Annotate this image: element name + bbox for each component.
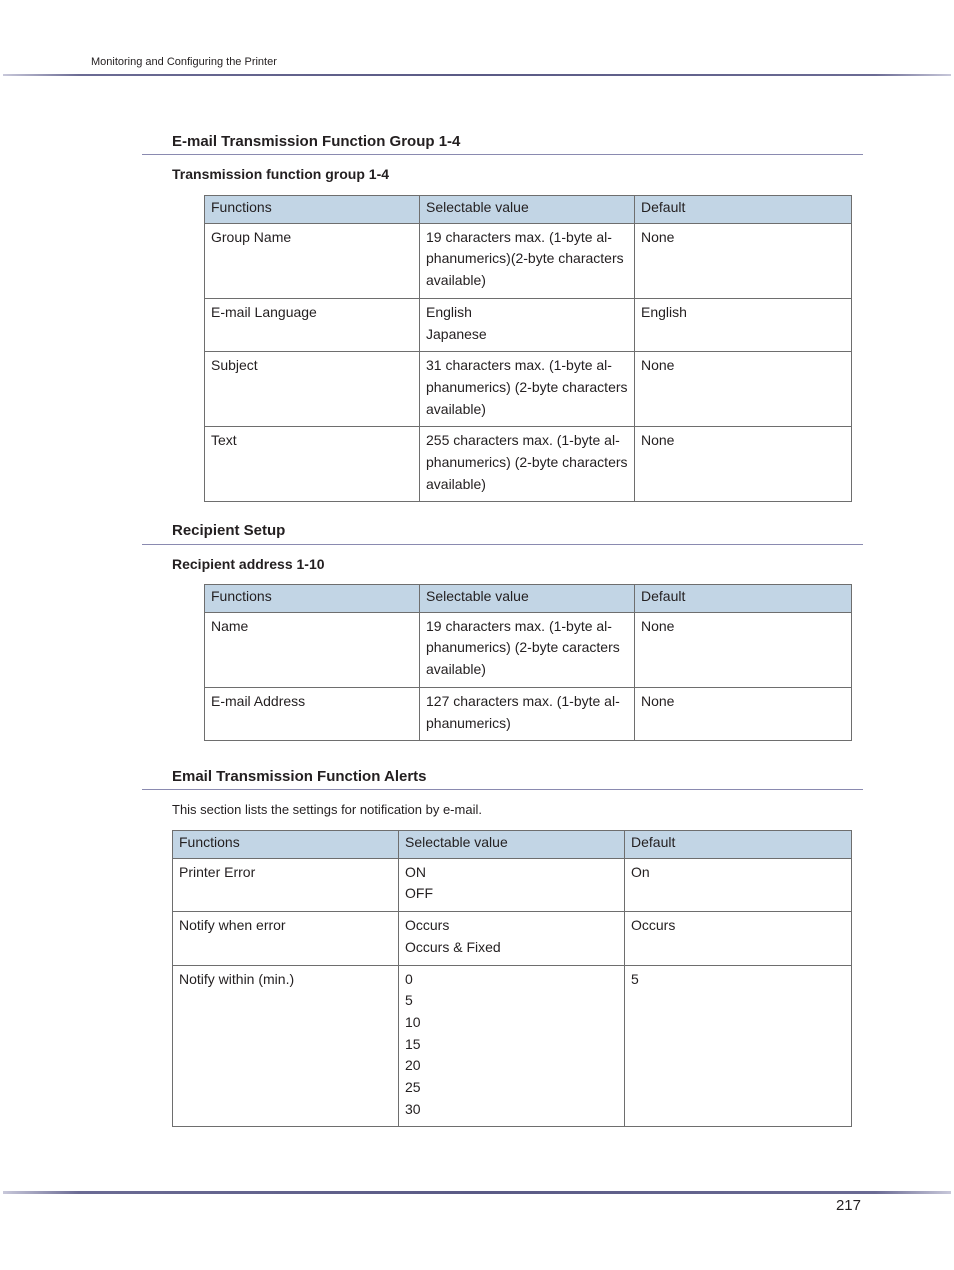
cell-selectable-value	[420, 352, 635, 427]
selectable-value-line: 30	[405, 1100, 421, 1117]
selectable-value-line: 31 characters max. (1-byte al-	[426, 357, 612, 374]
header-rule	[3, 74, 951, 76]
table-row	[173, 912, 852, 965]
selectable-value-line: 25	[405, 1079, 421, 1096]
selectable-value-line: Japanese	[426, 325, 487, 342]
column-header-functions: Functions	[205, 196, 420, 224]
section-heading-recipient-setup: Recipient Setup	[172, 522, 286, 539]
column-header-default: Default	[625, 831, 852, 859]
selectable-value-line: 19 characters max. (1-byte al-	[426, 617, 612, 634]
cell-default: Occurs	[625, 912, 852, 965]
selectable-value-line: phanumerics)	[426, 714, 511, 731]
selectable-value-line: 19 characters max. (1-byte al-	[426, 228, 612, 245]
cell-function: Printer Error	[173, 858, 399, 911]
selectable-value-line: phanumerics)(2-byte characters	[426, 250, 624, 267]
cell-function: Name	[205, 612, 420, 687]
cell-selectable-value	[420, 427, 635, 502]
selectable-value-line: phanumerics) (2-byte characters	[426, 378, 628, 395]
cell-function: Text	[205, 427, 420, 502]
table-row	[173, 965, 852, 1127]
footer-rule	[3, 1191, 951, 1194]
section-heading-email-alerts: Email Transmission Function Alerts	[172, 768, 427, 785]
selectable-value-line: available)	[426, 475, 486, 492]
table-row	[205, 352, 852, 427]
selectable-value-line: 5	[405, 992, 413, 1009]
cell-function: Subject	[205, 352, 420, 427]
column-header-selectable-value: Selectable value	[399, 831, 625, 859]
alerts-table	[172, 830, 852, 1127]
table-row	[205, 298, 852, 351]
cell-selectable-value	[420, 687, 635, 740]
table-row	[205, 687, 852, 740]
selectable-value-line: English	[426, 303, 472, 320]
table-row	[173, 858, 852, 911]
selectable-value-line: phanumerics) (2-byte caracters	[426, 639, 620, 656]
column-header-selectable-value: Selectable value	[420, 585, 635, 613]
column-header-functions: Functions	[205, 585, 420, 613]
cell-default: On	[625, 858, 852, 911]
subheading-recipient-address: Recipient address 1-10	[172, 556, 325, 572]
cell-function: E-mail Language	[205, 298, 420, 351]
cell-default: 5	[625, 965, 852, 1127]
selectable-value-line: 10	[405, 1013, 421, 1030]
cell-selectable-value	[420, 223, 635, 298]
selectable-value-line: OFF	[405, 885, 433, 902]
selectable-value-line: Occurs	[405, 917, 450, 934]
section-heading-email-transmission-group: E-mail Transmission Function Group 1-4	[172, 133, 461, 150]
cell-selectable-value	[399, 912, 625, 965]
selectable-value-line: 255 characters max. (1-byte al-	[426, 432, 620, 449]
column-header-functions: Functions	[173, 831, 399, 859]
selectable-value-line: 127 characters max. (1-byte al-	[426, 692, 620, 709]
selectable-value-line: available)	[426, 400, 486, 417]
cell-default: None	[635, 427, 852, 502]
table-row	[205, 223, 852, 298]
selectable-value-line: 15	[405, 1035, 421, 1052]
cell-function: Group Name	[205, 223, 420, 298]
running-header: Monitoring and Configuring the Printer	[91, 56, 277, 68]
selectable-value-line: 20	[405, 1057, 421, 1074]
cell-default: None	[635, 223, 852, 298]
table-row	[205, 427, 852, 502]
selectable-value-line: 0	[405, 970, 413, 987]
table-header-row	[205, 585, 852, 613]
cell-function: Notify within (min.)	[173, 965, 399, 1127]
cell-default: English	[635, 298, 852, 351]
selectable-value-line: phanumerics) (2-byte characters	[426, 454, 628, 471]
selectable-value-line: ON	[405, 863, 426, 880]
recipient-table	[204, 584, 852, 741]
table-header-row	[173, 831, 852, 859]
section-description: This section lists the settings for notification by e-mail.	[172, 802, 482, 817]
cell-selectable-value	[420, 298, 635, 351]
selectable-value-line: Occurs & Fixed	[405, 938, 501, 955]
section-rule	[142, 544, 863, 545]
cell-default: None	[635, 687, 852, 740]
cell-default: None	[635, 612, 852, 687]
cell-function: E-mail Address	[205, 687, 420, 740]
page-number: 217	[835, 1197, 861, 1214]
cell-selectable-value	[399, 858, 625, 911]
column-header-default: Default	[635, 196, 852, 224]
section-rule	[142, 789, 863, 790]
section-rule	[142, 154, 863, 155]
selectable-value-line: available)	[426, 661, 486, 678]
column-header-selectable-value: Selectable value	[420, 196, 635, 224]
subheading-transmission-function-group: Transmission function group 1-4	[172, 166, 390, 182]
selectable-value-line: available)	[426, 272, 486, 289]
cell-default: None	[635, 352, 852, 427]
cell-function: Notify when error	[173, 912, 399, 965]
table-header-row	[205, 196, 852, 224]
table-row	[205, 612, 852, 687]
cell-selectable-value	[420, 612, 635, 687]
transmission-group-table	[204, 195, 852, 502]
cell-selectable-value	[399, 965, 625, 1127]
column-header-default: Default	[635, 585, 852, 613]
